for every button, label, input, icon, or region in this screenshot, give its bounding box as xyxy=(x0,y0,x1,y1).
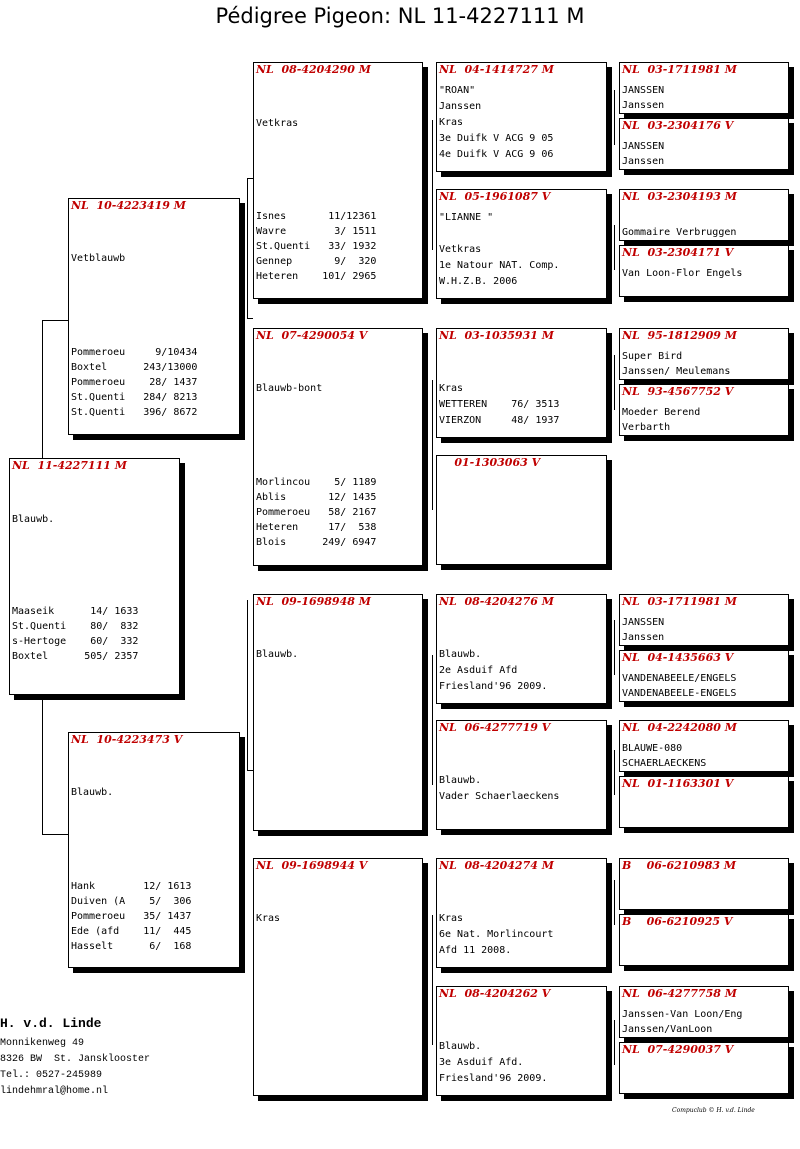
ring-number: NL 10-4223419 M xyxy=(71,199,186,212)
result-line: Pommeroeu 9/10434 xyxy=(71,347,198,358)
great-grandparent-card[interactable] xyxy=(436,986,607,1096)
info-line: Van Loon-Flor Engels xyxy=(622,268,743,279)
result-line: Heteren 17/ 538 xyxy=(256,522,377,533)
ggg-card[interactable] xyxy=(619,328,789,380)
info-line: 4e Duifk V ACG 9 06 xyxy=(439,149,554,160)
info-line: Janssen xyxy=(622,100,665,111)
info-line: Gommaire Verbruggen xyxy=(622,227,737,238)
ring-number: B 06-6210983 M xyxy=(622,859,737,872)
result-line: Duiven (A 5/ 306 xyxy=(71,896,192,907)
breeder-email[interactable]: lindehmral@home.nl xyxy=(0,1086,109,1097)
result-line: Blois 249/ 6947 xyxy=(256,537,377,548)
info-line: SCHAERLAECKENS xyxy=(622,758,707,769)
result-line: Morlincou 5/ 1189 xyxy=(256,477,377,488)
ring-number: NL 07-4290054 V xyxy=(256,329,368,342)
page-title: Pédigree Pigeon: NL 11-4227111 M xyxy=(215,4,585,28)
mother-card[interactable] xyxy=(68,732,240,968)
grandmother-maternal-card[interactable] xyxy=(253,858,423,1096)
ggg-card[interactable] xyxy=(619,384,789,436)
ring-number: NL 05-1961087 V xyxy=(439,190,551,203)
info-line: VIERZON 48/ 1937 xyxy=(439,415,560,426)
info-line: VANDENABEELE/ENGELS xyxy=(622,673,737,684)
ring-number: NL 03-1711981 M xyxy=(622,63,737,76)
ggg-card[interactable] xyxy=(619,189,789,241)
great-grandparent-card[interactable] xyxy=(436,594,607,704)
connector-line xyxy=(432,120,433,250)
info-line: 2e Asduif Afd xyxy=(439,665,518,676)
info-line: Friesland'96 2009. xyxy=(439,1073,548,1084)
result-line: St.Quenti 284/ 8213 xyxy=(71,392,198,403)
ggg-card[interactable] xyxy=(619,858,789,910)
info-line: 3e Asduif Afd. xyxy=(439,1057,524,1068)
info-line: Vader Schaerlaeckens xyxy=(439,791,560,802)
ggg-card[interactable] xyxy=(619,1042,789,1094)
info-line: Kras xyxy=(439,913,464,924)
result-line: St.Quenti 396/ 8672 xyxy=(71,407,198,418)
connector-line xyxy=(614,1020,615,1065)
ring-number: B 06-6210925 V xyxy=(622,915,733,928)
result-line: Heteren 101/ 2965 xyxy=(256,271,377,282)
result-line: Gennep 9/ 320 xyxy=(256,256,377,267)
ring-number: NL 03-2304171 V xyxy=(622,246,734,259)
info-line: Janssen/VanLoon xyxy=(622,1024,713,1035)
ring-number: 01-1303063 V xyxy=(439,456,541,469)
great-grandparent-card[interactable] xyxy=(436,328,607,438)
father-card[interactable] xyxy=(68,198,240,435)
result-line: Hank 12/ 1613 xyxy=(71,881,192,892)
info-line: 1e Natour NAT. Comp. xyxy=(439,260,560,271)
color-label: Blauwb. xyxy=(12,514,55,525)
breeder-street: Monnikenweg 49 xyxy=(0,1038,85,1049)
connector-line xyxy=(614,880,615,925)
ggg-card[interactable] xyxy=(619,720,789,772)
breeder-name: H. v.d. Linde xyxy=(0,1016,102,1031)
credit-line: Compuclub © H. v.d. Linde xyxy=(672,1107,755,1114)
info-line: VANDENABEELE-ENGELS xyxy=(622,688,737,699)
result-line: Boxtel 505/ 2357 xyxy=(12,651,139,662)
grandmother-paternal-card[interactable] xyxy=(253,328,423,566)
info-line: BLAUWE-080 xyxy=(622,743,683,754)
info-line: JANSSEN xyxy=(622,85,665,96)
info-line: Blauwb. xyxy=(439,1041,482,1052)
great-grandparent-card[interactable] xyxy=(436,858,607,968)
breeder-city: 8326 BW St. Jansklooster xyxy=(0,1054,151,1065)
ring-number: NL 04-2242080 M xyxy=(622,721,737,734)
result-line: Ede (afd 11/ 445 xyxy=(71,926,192,937)
info-line: Vetkras xyxy=(439,244,482,255)
ggg-card[interactable] xyxy=(619,245,789,297)
info-line: Verbarth xyxy=(622,422,671,433)
connector-line xyxy=(42,320,43,460)
grandfather-maternal-card[interactable] xyxy=(253,594,423,831)
color-label: Kras xyxy=(256,913,281,924)
ring-number: NL 08-4204290 M xyxy=(256,63,371,76)
result-line: Pommeroeu 28/ 1437 xyxy=(71,377,198,388)
ring-number: NL 08-4204276 M xyxy=(439,595,554,608)
info-line: Friesland'96 2009. xyxy=(439,681,548,692)
result-line: Hasselt 6/ 168 xyxy=(71,941,192,952)
connector-line xyxy=(614,750,615,795)
ring-number: NL 01-1163301 V xyxy=(622,777,734,790)
result-line: St.Quenti 80/ 832 xyxy=(12,621,139,632)
info-line: Janssen xyxy=(622,632,665,643)
result-line: St.Quenti 33/ 1932 xyxy=(256,241,377,252)
info-line: Janssen xyxy=(439,101,482,112)
grandfather-paternal-card[interactable] xyxy=(253,62,423,299)
connector-line xyxy=(42,320,69,321)
connector-line xyxy=(42,700,43,834)
ring-number: NL 03-2304176 V xyxy=(622,119,734,132)
connector-line xyxy=(614,90,615,145)
ring-number: NL 10-4223473 V xyxy=(71,733,183,746)
ggg-card[interactable] xyxy=(619,62,789,114)
ggg-card[interactable] xyxy=(619,986,789,1038)
great-grandparent-card[interactable] xyxy=(436,720,607,830)
ggg-card[interactable] xyxy=(619,118,789,170)
color-label: Blauwb. xyxy=(256,649,299,660)
connector-line xyxy=(432,380,433,510)
connector-line xyxy=(247,318,253,319)
ring-number: NL 03-1035931 M xyxy=(439,329,554,342)
ring-number: NL 04-1414727 M xyxy=(439,63,554,76)
ring-number: NL 09-1698944 V xyxy=(256,859,368,872)
connector-line xyxy=(432,915,433,1045)
ggg-card[interactable] xyxy=(619,594,789,646)
info-line: Kras xyxy=(439,383,464,394)
info-line: Janssen xyxy=(622,156,665,167)
connector-line xyxy=(614,620,615,675)
ring-number: NL 04-1435663 V xyxy=(622,651,734,664)
connector-line xyxy=(432,655,433,785)
info-line: WETTEREN 76/ 3513 xyxy=(439,399,560,410)
info-line: Blauwb. xyxy=(439,649,482,660)
ggg-card[interactable] xyxy=(619,914,789,966)
connector-line xyxy=(42,834,69,835)
color-label: Blauwb. xyxy=(71,787,114,798)
info-line: Super Bird xyxy=(622,351,683,362)
result-line: Isnes 11/12361 xyxy=(256,211,377,222)
ggg-card[interactable] xyxy=(619,776,789,828)
ring-number: NL 03-2304193 M xyxy=(622,190,737,203)
info-line: "ROAN" xyxy=(439,85,476,96)
info-line: 3e Duifk V ACG 9 05 xyxy=(439,133,554,144)
info-line: W.H.Z.B. 2006 xyxy=(439,276,518,287)
subject-card[interactable] xyxy=(9,458,180,695)
result-line: Pommeroeu 58/ 2167 xyxy=(256,507,377,518)
ring-number: NL 08-4204274 M xyxy=(439,859,554,872)
info-line: "LIANNE " xyxy=(439,212,494,223)
ring-number: NL 06-4277758 M xyxy=(622,987,737,1000)
result-line: s-Hertoge 60/ 332 xyxy=(12,636,139,647)
color-label: Blauwb-bont xyxy=(256,383,323,394)
info-line: 6e Nat. Morlincourt xyxy=(439,929,554,940)
info-line: Kras xyxy=(439,117,464,128)
result-line: Wavre 3/ 1511 xyxy=(256,226,377,237)
connector-line xyxy=(614,225,615,270)
connector-line xyxy=(247,178,248,318)
result-line: Ablis 12/ 1435 xyxy=(256,492,377,503)
info-line: JANSSEN xyxy=(622,617,665,628)
info-line: Blauwb. xyxy=(439,775,482,786)
breeder-phone: Tel.: 0527-245989 xyxy=(0,1070,103,1081)
ring-number: NL 11-4227111 M xyxy=(12,459,127,472)
result-line: Boxtel 243/13000 xyxy=(71,362,198,373)
ring-number: NL 03-1711981 M xyxy=(622,595,737,608)
info-line: JANSSEN xyxy=(622,141,665,152)
connector-line xyxy=(247,600,248,770)
great-grandparent-card[interactable] xyxy=(436,189,607,299)
ggg-card[interactable] xyxy=(619,650,789,702)
great-grandparent-card[interactable] xyxy=(436,455,607,565)
info-line: Janssen-Van Loon/Eng xyxy=(622,1009,743,1020)
ring-number: NL 09-1698948 M xyxy=(256,595,371,608)
ring-number: NL 95-1812909 M xyxy=(622,329,737,342)
ring-number: NL 07-4290037 V xyxy=(622,1043,734,1056)
result-line: Maaseik 14/ 1633 xyxy=(12,606,139,617)
color-label: Vetkras xyxy=(256,118,299,129)
connector-line xyxy=(614,355,615,410)
info-line: Moeder Berend xyxy=(622,407,701,418)
info-line: Janssen/ Meulemans xyxy=(622,366,731,377)
ring-number: NL 06-4277719 V xyxy=(439,721,551,734)
color-label: Vetblauwb xyxy=(71,253,126,264)
great-grandparent-card[interactable] xyxy=(436,62,607,172)
ring-number: NL 93-4567752 V xyxy=(622,385,734,398)
info-line: Afd 11 2008. xyxy=(439,945,512,956)
ring-number: NL 08-4204262 V xyxy=(439,987,551,1000)
result-line: Pommeroeu 35/ 1437 xyxy=(71,911,192,922)
